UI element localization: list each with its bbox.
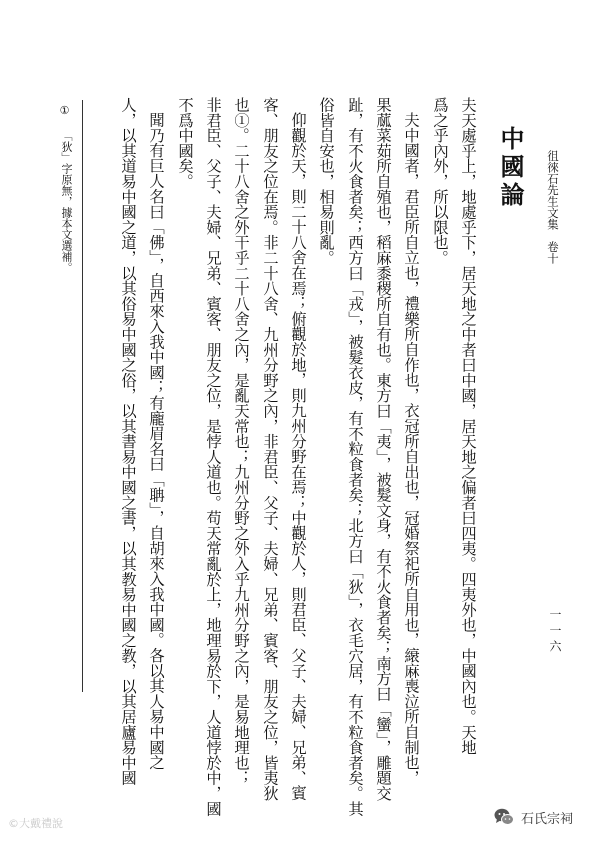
body-line: 仰觀於天，則二十八舍在焉；俯觀於地，則九州分野在焉；中觀於人，則君臣、父子、夫婦、兄弟、賓 <box>289 112 307 801</box>
footnote-mark: ① <box>58 104 71 117</box>
body-line: 客、朋友之位在焉。非二十八舍、九州分野之內，非君臣、父子、夫婦、兄弟、賓客、朋友之位，皆夷狄 <box>261 97 279 801</box>
running-head: 徂徠石先生文集 卷十 <box>546 150 560 264</box>
watermark-left: ©大戴禮說 <box>8 817 63 830</box>
body-line: 不爲中國矣。 <box>176 97 194 189</box>
body-line: 聞乃有巨人名曰「佛」，自西來入我中國；有龐眉名曰「聃」，自胡來入我中國。各以其人易中國之 <box>147 112 165 770</box>
body-line: 趾，有不火食者矣；西方曰「戎」，被髮衣皮，有不粒食者矣；北方曰「狄」，衣毛穴居，有不粒食者矣。其 <box>346 97 364 817</box>
body-line: 夫天處乎上，地處乎下，居天地之中者曰中國，居天地之偏者曰四夷。四夷外也，中國內也。天地 <box>459 97 477 755</box>
watermark-label: 石氏宗祠 <box>520 811 573 827</box>
body-line: 俗皆自安也，相易則亂。 <box>317 97 335 266</box>
wechat-icon <box>493 806 515 828</box>
body-line: 爲之乎內外，所以限也。 <box>431 97 449 266</box>
footnote-text: 「狄」字原無，據本文選補。 <box>60 130 73 273</box>
body-line: 果蓏菜茹所自殖也，稻麻黍稷所自有也。東方曰「夷」，被髮文身，有不火食者矣；南方曰「蠻」，雕題交 <box>374 97 392 801</box>
body-line: 非君臣、父子、夫婦、兄弟、賓客、朋友之位，是悖人道也。苟天常亂於上，地理易於下，人道悖於中，國 <box>204 97 222 817</box>
body-line: 人，以其道易中國之道，以其俗易中國之俗，以其書易中國之書，以其教易中國之教，以其居廬易中國 <box>119 97 137 786</box>
watermark-right <box>493 806 573 828</box>
body-line: 也①。二十八舍之外干乎二十八舍之內，是亂天常也；九州分野之外入乎九州分野之內，是易地理也； <box>232 97 250 786</box>
chapter-title: 中國論 <box>496 126 525 210</box>
footnote-divider <box>82 100 83 692</box>
page-number: 一一六 <box>548 608 562 656</box>
body-line: 夫中國者，君臣所自立也，禮樂所自作也，衣冠所自出也，冠婚祭祀所自用也，縗麻喪泣所自制也， <box>402 112 420 786</box>
